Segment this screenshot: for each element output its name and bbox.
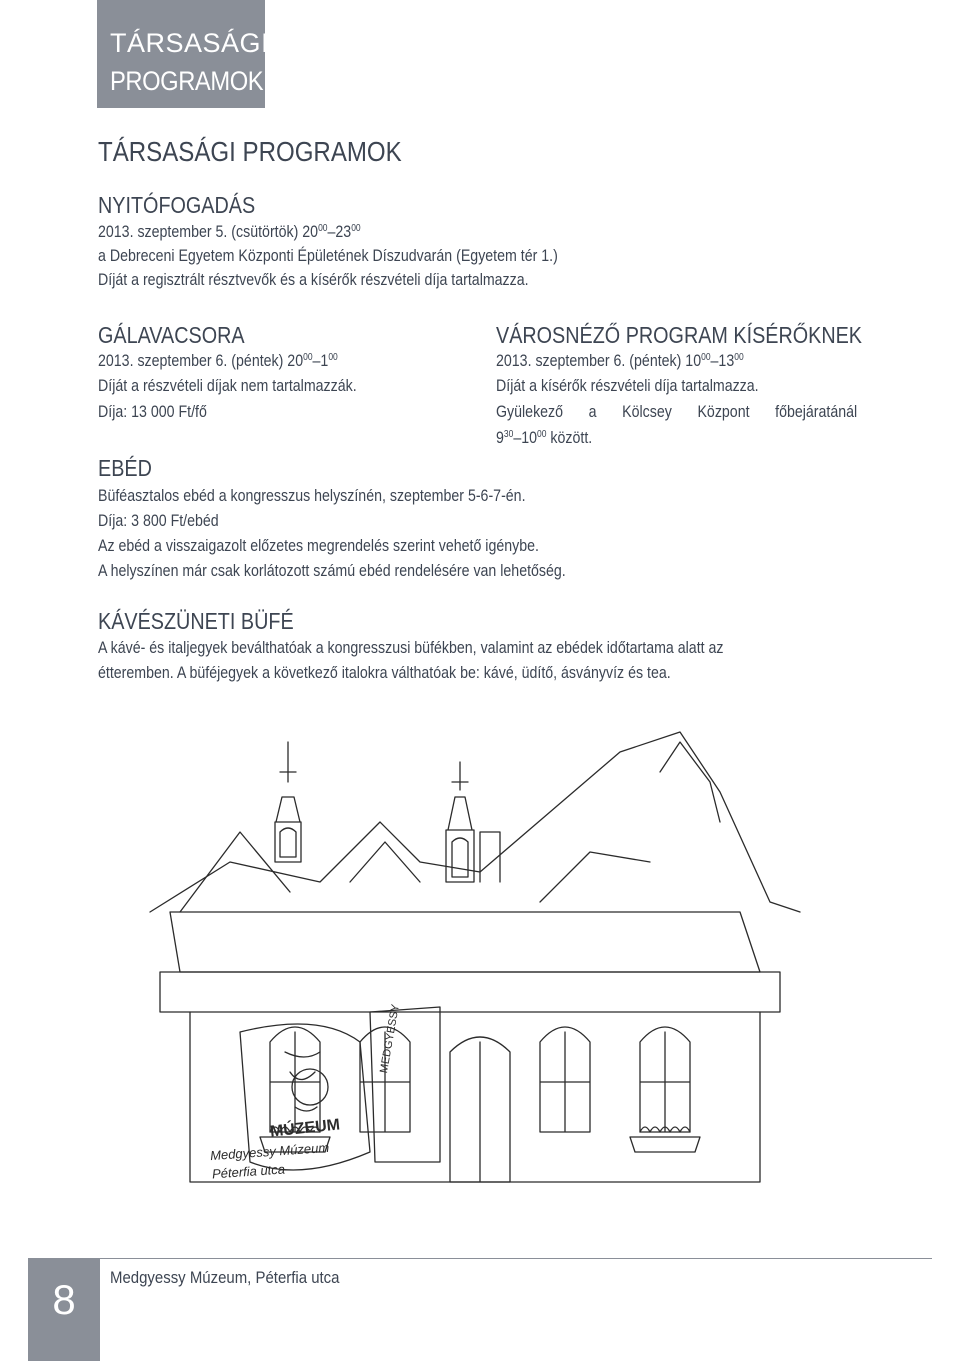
varosnezo-meet: Gyülekező a Kölcsey Központ főbejáratánál: [496, 403, 858, 421]
nyitofogadas-venue: a Debreceni Egyetem Központi Épületének Díszudvarán (Egyetem tér 1.): [98, 247, 558, 265]
ebed-line3: Az ebéd a visszaigazolt előzetes megrendelés szerint vehető igénybe.: [98, 537, 539, 555]
sketch-handwritten-2: Péterfia utca: [211, 1161, 286, 1182]
section-tab-line1: TÁRSASÁGI: [110, 28, 270, 58]
varosnezo-time: $9^{30}-10^{00}$ között.: [496, 429, 593, 447]
sketch-sign-text: MÚZEUM: [269, 1116, 341, 1141]
footer-divider: [100, 1258, 932, 1259]
kaveszuneti-line1: A kávé- és italjegyek beválthatóak a kongresszusi büfékben, valamint az ebédek időtartama alatt az: [98, 639, 724, 657]
section-tab: [97, 0, 270, 108]
nyitofogadas-note: Díját a regisztrált résztvevők és a kísérők részvételi díja tartalmazza.: [98, 271, 529, 289]
galavacsora-heading: GÁLAVACSORA: [98, 322, 245, 348]
image-caption: Medgyessy Múzeum, Péterfia utca: [110, 1268, 340, 1287]
sketch-banner-text: MEDGYESSY: [378, 1003, 402, 1075]
galavacsora-price: Díja: 13 000 Ft/fő: [98, 403, 207, 421]
museum-sketch: [120, 712, 826, 1212]
galavacsora-note: Díját a részvételi díjak nem tartalmazzák.: [98, 377, 357, 395]
nyitofogadas-heading: NYITÓFOGADÁS: [98, 192, 256, 218]
page-title: TÁRSASÁGI PROGRAMOK: [98, 136, 402, 167]
varosnezo-note: Díját a kísérők részvételi díja tartalmazza.: [496, 377, 759, 395]
ebed-heading: EBÉD: [98, 455, 152, 481]
ebed-line4: A helyszínen már csak korlátozott számú ebéd rendelésére van lehetőség.: [98, 562, 566, 580]
kaveszuneti-heading: KÁVÉSZÜNETI BÜFÉ: [98, 608, 294, 634]
galavacsora-date: 2013. szeptember 6. (péntek) $20^{00}-1^{00}$: [98, 352, 338, 370]
kaveszuneti-line2: étteremben. A büféjegyek a következő italokra válthatóak be: kávé, üdítő, ásványvíz és tea.: [98, 664, 671, 682]
varosnezo-heading: VÁROSNÉZŐ PROGRAM KÍSÉRŐKNEK: [496, 322, 863, 348]
ebed-line1: Büféasztalos ebéd a kongresszus helyszínén, szeptember 5-6-7-én.: [98, 487, 526, 505]
sketch-handwritten-1: Medgyessy Múzeum: [209, 1139, 330, 1164]
ebed-line2: Díja: 3 800 Ft/ebéd: [98, 512, 219, 530]
varosnezo-date: 2013. szeptember 6. (péntek) $10^{00}-13^{00}$: [496, 352, 744, 370]
page-number: 8: [52, 1276, 76, 1323]
nyitofogadas-date: 2013. szeptember 5. (csütörtök) $20^{00}-23^{00}$: [98, 223, 361, 241]
section-tab-line2: PROGRAMOK: [110, 66, 264, 96]
page-number-box: [28, 1258, 100, 1361]
